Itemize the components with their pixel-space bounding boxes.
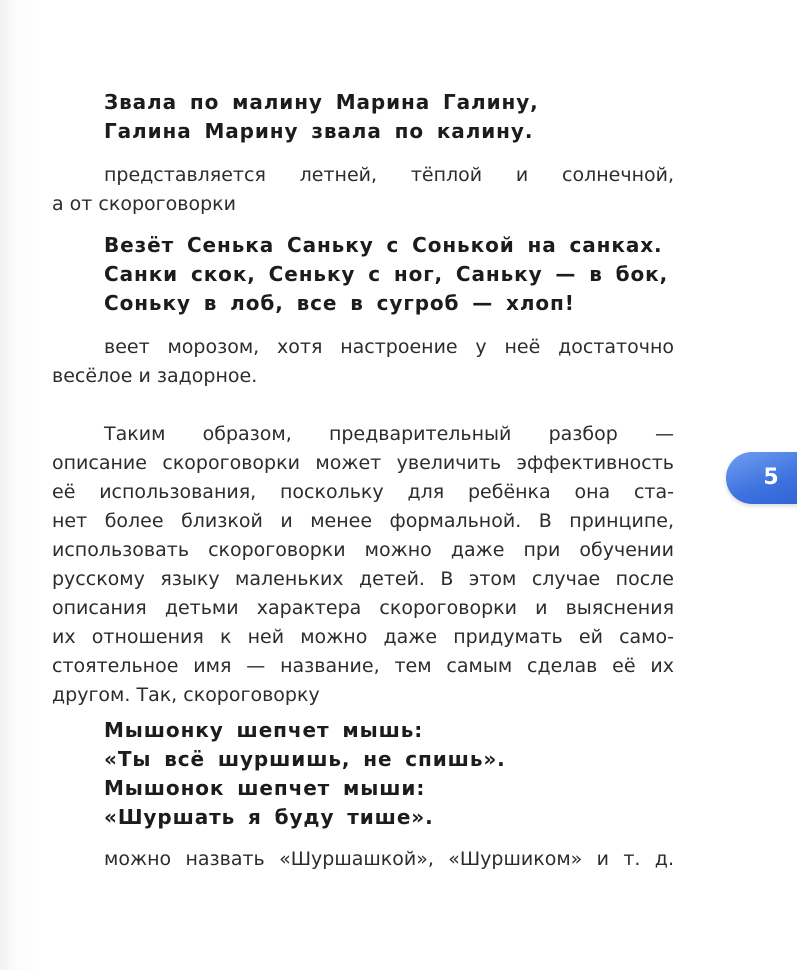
tongue-twister-line: Санки скок, Сеньку с ног, Саньку — в бок, bbox=[104, 262, 669, 286]
paragraph-line: можно назвать «Шуршашкой», «Шуршиком» и т. д. bbox=[104, 848, 674, 870]
paragraph-line: их отношения к ней можно даже придумать ей само- bbox=[52, 626, 674, 648]
paragraph-line: описания детьми характера скороговорки и выяснения bbox=[52, 597, 674, 619]
paragraph-4 bbox=[52, 845, 674, 874]
tongue-twister-3 bbox=[104, 716, 506, 832]
tongue-twister-1 bbox=[104, 88, 539, 146]
paragraph-1 bbox=[52, 161, 674, 219]
tongue-twister-line: Галина Марину звала по калину. bbox=[104, 119, 534, 143]
tongue-twister-line: «Шуршать я буду тише». bbox=[104, 805, 434, 829]
page-number: 5 bbox=[763, 465, 779, 490]
tongue-twister-line: Мышонок шепчет мыши: bbox=[104, 776, 426, 800]
tongue-twister-2 bbox=[104, 231, 668, 318]
tongue-twister-line: Соньку в лоб, все в сугроб — хлоп! bbox=[104, 291, 575, 315]
paragraph-3 bbox=[52, 420, 674, 710]
tongue-twister-line: Везёт Сенька Саньку с Сонькой на санках. bbox=[104, 233, 663, 257]
paragraph-line: веет морозом, хотя настроение у неё достаточно bbox=[104, 336, 674, 358]
paragraph-line: Таким образом, предварительный разбор — bbox=[104, 423, 674, 445]
tongue-twister-line: Мышонку шепчет мышь: bbox=[104, 718, 424, 742]
paragraph-line: нет более близкой и менее формальной. В принципе, bbox=[52, 510, 674, 532]
paragraph-2 bbox=[52, 333, 674, 391]
paragraph-line: русскому языку маленьких детей. В этом случае после bbox=[52, 568, 674, 590]
paragraph-line: а от скороговорки bbox=[52, 193, 236, 215]
paragraph-line: стоятельное имя — название, тем самым сделав её их bbox=[52, 655, 674, 677]
paragraph-line: представляется летней, тёплой и солнечной, bbox=[104, 164, 674, 186]
tongue-twister-line: Звала по малину Марина Галину, bbox=[104, 90, 539, 114]
paragraph-line: её использования, поскольку для ребёнка она ста- bbox=[52, 481, 674, 503]
paragraph-line: другом. Так, скороговорку bbox=[52, 684, 320, 706]
paragraph-line: использовать скороговорки можно даже при обучении bbox=[52, 539, 674, 561]
tongue-twister-line: «Ты всё шуршишь, не спишь». bbox=[104, 747, 506, 771]
paragraph-line: весёлое и задорное. bbox=[52, 365, 258, 387]
paragraph-line: описание скороговорки может увеличить эффективность bbox=[52, 452, 674, 474]
